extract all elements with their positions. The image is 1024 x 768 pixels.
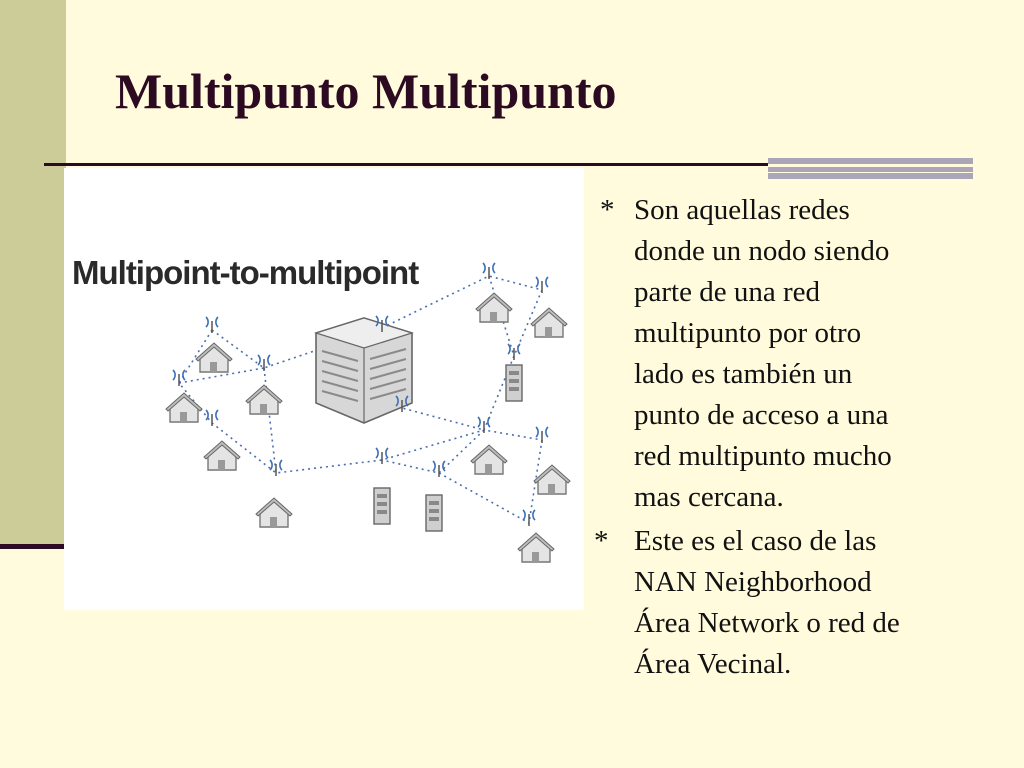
bullet-item <box>590 190 1010 518</box>
bullet-line: punto de acceso a una <box>634 399 889 431</box>
bullet-line: Área Network o red de <box>634 607 900 639</box>
server-building-icon <box>316 318 412 423</box>
diagram-caption: Multipoint-to-multipoint <box>72 254 419 291</box>
bullet-line: lado es también un <box>634 358 853 390</box>
left-band-rule <box>0 544 68 549</box>
bullet-line: Este es el caso de las <box>634 525 877 557</box>
bullet-line: NAN Neighborhood <box>634 566 872 598</box>
bullet-marker: * <box>594 525 609 557</box>
bullet-line: parte de una red <box>634 276 820 308</box>
bullet-item <box>590 521 1010 685</box>
left-decorative-band <box>0 0 66 547</box>
bullet-line: multipunto por otro <box>634 317 862 349</box>
multipoint-diagram <box>64 168 584 610</box>
bullet-line: donde un nodo siendo <box>634 235 890 267</box>
slide-title: Multipunto Multipunto <box>115 63 617 119</box>
title-accent-rule <box>768 158 973 179</box>
bullet-line: Son aquellas redes <box>634 194 850 226</box>
title-rule-right <box>584 163 770 166</box>
bullet-line: mas cercana. <box>634 481 784 513</box>
bullet-marker: * <box>600 194 615 226</box>
bullet-line: red multipunto mucho <box>634 440 892 472</box>
bullet-list <box>590 190 1010 688</box>
network-diagram-image <box>64 168 584 610</box>
bullet-line: Área Vecinal. <box>634 648 792 680</box>
title-rule <box>44 163 584 166</box>
